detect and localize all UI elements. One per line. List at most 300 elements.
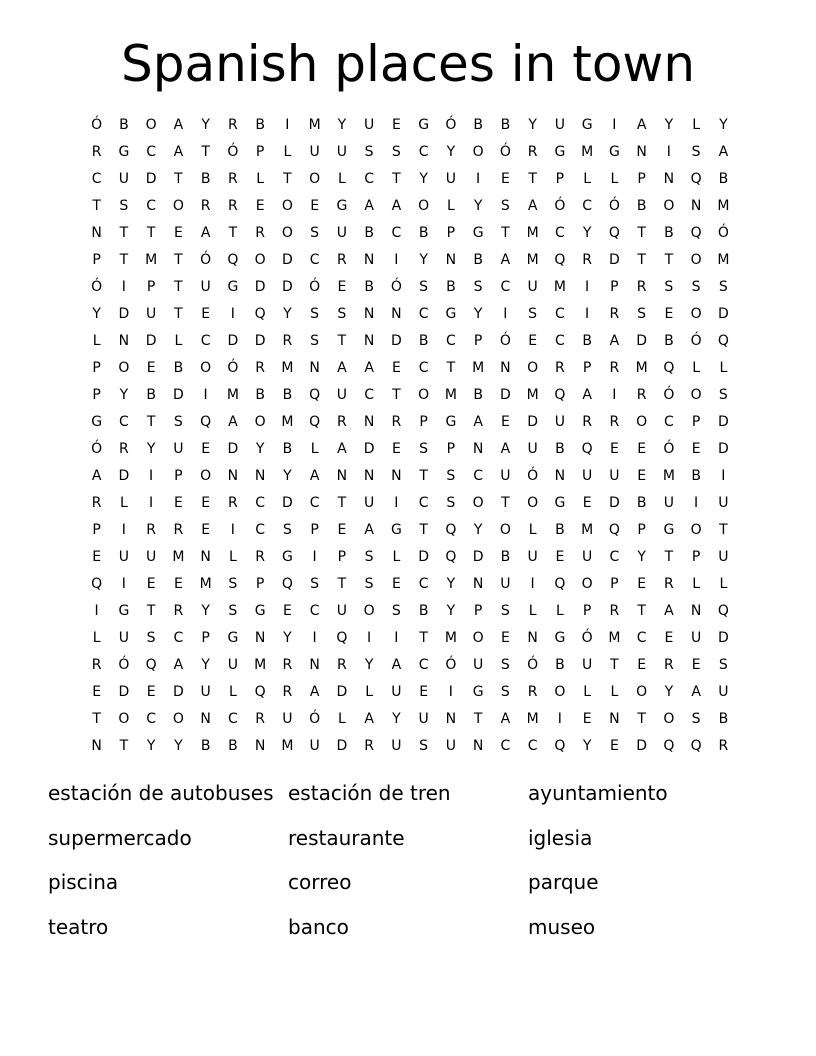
grid-letter: Ó — [663, 440, 675, 457]
grid-letter: U — [118, 170, 129, 187]
grid-letter: D — [527, 413, 539, 430]
grid-letter: R — [255, 224, 265, 241]
grid-letter: U — [527, 548, 538, 565]
grid-letter: B — [473, 116, 483, 133]
grid-letter: M — [308, 116, 321, 133]
grid-letter: U — [336, 224, 347, 241]
grid-letter: N — [391, 305, 402, 322]
grid-letter: B — [691, 467, 701, 484]
grid-letter: T — [419, 521, 428, 538]
grid-letter: E — [201, 494, 211, 511]
grid-letter: A — [364, 197, 374, 214]
grid-letter: Q — [336, 629, 348, 646]
grid-letter: G — [227, 278, 239, 295]
grid-letter: D — [118, 467, 130, 484]
grid-letter: G — [608, 143, 620, 160]
grid-letter: G — [445, 305, 457, 322]
grid-letter: Y — [146, 737, 156, 754]
grid-letter: U — [200, 683, 211, 700]
grid-letter: B — [146, 386, 156, 403]
grid-letter: D — [336, 737, 348, 754]
grid-letter: Y — [473, 197, 483, 214]
grid-letter: B — [200, 170, 211, 187]
grid-letter: O — [418, 197, 430, 214]
grid-letter: T — [337, 332, 347, 349]
grid-letter: B — [582, 332, 592, 349]
grid-letter: B — [500, 548, 511, 565]
grid-letter: T — [664, 548, 674, 565]
grid-letter: Ó — [390, 278, 402, 295]
grid-letter: D — [608, 494, 620, 511]
grid-letter: E — [637, 656, 647, 673]
grid-letter: E — [391, 359, 401, 376]
grid-letter: R — [119, 440, 129, 457]
grid-letter: M — [281, 359, 294, 376]
grid-letter: Y — [337, 116, 347, 133]
grid-letter: E — [582, 710, 592, 727]
grid-letter: M — [226, 386, 239, 403]
grid-letter: C — [391, 224, 402, 241]
grid-letter: T — [146, 602, 156, 619]
word-list-item: parque — [528, 870, 599, 895]
grid-letter: R — [527, 683, 538, 700]
grid-letter: E — [664, 629, 674, 646]
grid-letter: S — [419, 737, 429, 754]
grid-letter: T — [119, 251, 129, 268]
grid-letter: U — [364, 116, 375, 133]
grid-letter: C — [418, 575, 429, 592]
grid-letter: S — [228, 602, 238, 619]
grid-letter: N — [200, 548, 211, 565]
grid-letter: L — [555, 602, 564, 619]
grid-letter: E — [528, 332, 538, 349]
grid-letter: U — [418, 710, 429, 727]
grid-letter: E — [310, 197, 320, 214]
grid-row — [83, 597, 737, 624]
grid-letter: O — [363, 602, 375, 619]
grid-letter: E — [146, 359, 156, 376]
grid-letter: B — [282, 386, 293, 403]
grid-letter: U — [118, 548, 129, 565]
grid-letter: D — [172, 386, 184, 403]
grid-letter: D — [636, 332, 648, 349]
grid-letter: M — [717, 251, 730, 268]
grid-row — [83, 732, 737, 759]
grid-letter: B — [418, 332, 429, 349]
grid-letter: L — [528, 602, 537, 619]
grid-letter: L — [583, 170, 592, 187]
grid-letter: C — [309, 602, 320, 619]
grid-letter: E — [637, 467, 647, 484]
grid-letter: N — [609, 710, 620, 727]
grid-letter: S — [310, 575, 320, 592]
grid-letter: E — [173, 494, 183, 511]
grid-letter: C — [309, 251, 320, 268]
grid-letter: O — [172, 197, 184, 214]
grid-letter: I — [476, 170, 481, 187]
grid-letter: P — [92, 359, 101, 376]
grid-letter: O — [281, 224, 293, 241]
grid-letter: M — [472, 359, 485, 376]
grid-letter: C — [527, 737, 538, 754]
grid-letter: C — [364, 386, 375, 403]
grid-letter: S — [310, 224, 320, 241]
grid-letter: O — [499, 521, 511, 538]
grid-letter: L — [719, 575, 728, 592]
grid-letter: R — [255, 359, 265, 376]
grid-letter: Ó — [663, 386, 675, 403]
grid-letter: R — [664, 656, 674, 673]
grid-letter: I — [230, 305, 235, 322]
grid-letter: Q — [690, 224, 702, 241]
grid-letter: G — [390, 521, 402, 538]
grid-letter: C — [418, 359, 429, 376]
grid-letter: R — [282, 683, 293, 700]
grid-letter: M — [526, 224, 539, 241]
grid-letter: I — [149, 494, 154, 511]
grid-letter: I — [503, 305, 508, 322]
grid-letter: B — [446, 278, 456, 295]
grid-letter: T — [446, 359, 456, 376]
word-list-item: correo — [288, 870, 352, 895]
grid-letter: E — [609, 440, 619, 457]
grid-letter: I — [666, 143, 671, 160]
grid-letter: G — [118, 143, 130, 160]
grid-letter: S — [228, 575, 238, 592]
grid-letter: Ó — [608, 197, 620, 214]
grid-letter: R — [609, 305, 620, 322]
grid-letter: I — [312, 548, 317, 565]
grid-letter: T — [337, 494, 347, 511]
grid-letter: G — [254, 602, 266, 619]
grid-letter: A — [91, 467, 102, 484]
grid-letter: E — [555, 548, 565, 565]
grid-row — [83, 516, 737, 543]
grid-letter: C — [309, 494, 320, 511]
grid-letter: U — [554, 413, 565, 430]
grid-letter: U — [173, 440, 184, 457]
grid-letter: G — [336, 197, 348, 214]
grid-letter: R — [391, 413, 402, 430]
grid-letter: N — [363, 251, 375, 268]
grid-letter: U — [691, 629, 702, 646]
grid-letter: D — [363, 440, 375, 457]
grid-letter: E — [146, 683, 156, 700]
grid-letter: C — [364, 170, 375, 187]
grid-letter: B — [664, 224, 674, 241]
grid-letter: O — [690, 251, 702, 268]
grid-letter: O — [145, 116, 157, 133]
grid-letter: T — [473, 710, 483, 727]
word-list-item: banco — [288, 915, 349, 940]
grid-letter: C — [554, 305, 565, 322]
grid-letter: E — [337, 278, 347, 295]
grid-letter: G — [281, 548, 293, 565]
grid-letter: R — [636, 278, 647, 295]
grid-letter: I — [612, 116, 617, 133]
grid-letter: T — [719, 521, 728, 538]
grid-letter: S — [691, 278, 701, 295]
grid-letter: R — [282, 656, 293, 673]
grid-letter: U — [663, 494, 674, 511]
grid-letter: O — [254, 251, 266, 268]
grid-letter: L — [337, 170, 346, 187]
grid-letter: G — [227, 629, 239, 646]
grid-letter: C — [200, 332, 211, 349]
grid-letter: L — [528, 521, 537, 538]
grid-letter: L — [583, 683, 592, 700]
grid-letter: R — [337, 251, 347, 268]
word-list-item: supermercado — [48, 825, 192, 850]
grid-letter: Ó — [445, 656, 457, 673]
grid-letter: A — [228, 413, 238, 430]
grid-letter: C — [418, 143, 429, 160]
grid-letter: G — [554, 494, 566, 511]
grid-letter: D — [336, 683, 348, 700]
grid-letter: L — [692, 575, 701, 592]
grid-letter: M — [635, 359, 648, 376]
grid-letter: C — [418, 305, 429, 322]
grid-letter: T — [201, 143, 210, 160]
grid-letter: U — [718, 683, 729, 700]
grid-letter: O — [690, 305, 702, 322]
grid-letter: O — [200, 359, 212, 376]
grid-letter: E — [664, 305, 674, 322]
grid-letter: N — [445, 251, 457, 268]
grid-letter: P — [610, 278, 619, 295]
grid-letter: M — [526, 251, 539, 268]
grid-letter: P — [255, 143, 265, 160]
grid-letter: O — [663, 710, 675, 727]
grid-letter: U — [200, 278, 211, 295]
grid-letter: E — [92, 548, 102, 565]
grid-letter: P — [92, 521, 101, 538]
grid-letter: C — [582, 197, 593, 214]
grid-letter: R — [228, 494, 238, 511]
grid-letter: I — [694, 494, 699, 511]
grid-letter: E — [691, 656, 701, 673]
grid-letter: S — [664, 278, 674, 295]
grid-row — [83, 192, 737, 219]
grid-letter: M — [717, 197, 730, 214]
grid-letter: A — [364, 359, 374, 376]
grid-letter: S — [146, 629, 156, 646]
grid-letter: R — [364, 737, 374, 754]
grid-letter: T — [146, 224, 156, 241]
grid-letter: A — [337, 359, 347, 376]
grid-row — [83, 705, 737, 732]
grid-letter: Q — [309, 386, 321, 403]
grid-letter: R — [173, 602, 184, 619]
grid-letter: Q — [690, 737, 702, 754]
grid-letter: R — [527, 143, 538, 160]
grid-letter: S — [364, 548, 374, 565]
grid-letter: Y — [119, 386, 129, 403]
grid-letter: Q — [254, 683, 266, 700]
grid-letter: I — [121, 278, 126, 295]
grid-letter: U — [364, 494, 375, 511]
grid-letter: O — [636, 413, 648, 430]
grid-letter: B — [418, 602, 429, 619]
grid-letter: I — [585, 278, 590, 295]
grid-letter: M — [254, 656, 267, 673]
grid-letter: O — [200, 467, 212, 484]
grid-letter: Ó — [581, 629, 593, 646]
grid-letter: T — [637, 251, 646, 268]
grid-letter: I — [585, 305, 590, 322]
grid-letter: T — [174, 251, 183, 268]
grid-letter: D — [608, 251, 620, 268]
grid-letter: T — [174, 305, 183, 322]
grid-letter: U — [718, 548, 729, 565]
grid-letter: N — [690, 197, 702, 214]
grid-letter: A — [391, 197, 402, 214]
grid-letter: N — [254, 467, 266, 484]
grid-row — [83, 624, 737, 651]
grid-letter: A — [391, 656, 402, 673]
grid-letter: U — [582, 656, 593, 673]
grid-letter: Ó — [499, 332, 511, 349]
grid-letter: Q — [554, 386, 566, 403]
grid-letter: N — [363, 305, 375, 322]
grid-letter: E — [173, 575, 183, 592]
grid-letter: P — [146, 278, 156, 295]
grid-letter: Q — [309, 413, 321, 430]
grid-letter: S — [310, 305, 320, 322]
grid-letter: Y — [283, 467, 292, 484]
grid-letter: T — [228, 224, 238, 241]
grid-letter: U — [500, 575, 511, 592]
grid-letter: B — [555, 521, 565, 538]
grid-letter: A — [473, 413, 483, 430]
grid-letter: L — [610, 170, 619, 187]
word-list-item: museo — [528, 915, 596, 940]
grid-letter: Q — [717, 332, 729, 349]
grid-letter: Y — [201, 116, 210, 133]
grid-letter: Q — [145, 656, 157, 673]
grid-letter: M — [526, 386, 539, 403]
grid-letter: P — [473, 332, 483, 349]
grid-letter: S — [500, 602, 510, 619]
grid-letter: P — [610, 575, 619, 592]
grid-letter: B — [555, 440, 565, 457]
grid-letter: L — [119, 494, 128, 511]
grid-letter: N — [445, 710, 457, 727]
grid-letter: C — [146, 197, 157, 214]
grid-letter: N — [118, 332, 130, 349]
grid-letter: T — [174, 278, 183, 295]
grid-letter: U — [609, 467, 620, 484]
grid-letter: R — [664, 575, 674, 592]
grid-letter: O — [690, 386, 702, 403]
grid-letter: O — [254, 413, 266, 430]
grid-letter: S — [691, 143, 701, 160]
grid-letter: E — [201, 305, 211, 322]
grid-letter: D — [281, 494, 293, 511]
grid-letter: N — [472, 737, 484, 754]
grid-letter: U — [227, 656, 238, 673]
grid-letter: R — [636, 386, 647, 403]
grid-letter: D — [717, 413, 729, 430]
grid-letter: D — [717, 440, 729, 457]
grid-letter: O — [472, 629, 484, 646]
grid-letter: L — [92, 332, 101, 349]
grid-letter: R — [582, 413, 592, 430]
grid-letter: Y — [664, 116, 674, 133]
grid-letter: A — [200, 224, 211, 241]
grid-letter: T — [501, 224, 510, 241]
grid-letter: R — [555, 359, 565, 376]
grid-letter: L — [692, 359, 701, 376]
grid-letter: Ó — [445, 116, 457, 133]
grid-letter: A — [718, 143, 729, 160]
grid-letter: S — [391, 602, 401, 619]
grid-row — [83, 327, 737, 354]
grid-letter: E — [201, 440, 211, 457]
grid-letter: G — [91, 413, 103, 430]
grid-letter: P — [637, 521, 646, 538]
grid-letter: E — [637, 575, 647, 592]
grid-letter: Ó — [527, 656, 539, 673]
grid-letter: T — [119, 224, 129, 241]
grid-letter: L — [310, 440, 319, 457]
grid-letter: Q — [91, 575, 103, 592]
grid-letter: E — [282, 602, 292, 619]
grid-letter: O — [581, 575, 593, 592]
grid-letter: P — [446, 440, 456, 457]
grid-letter: U — [146, 548, 157, 565]
grid-letter: R — [228, 197, 238, 214]
grid-row — [83, 435, 737, 462]
grid-letter: U — [445, 170, 456, 187]
grid-letter: Y — [364, 656, 374, 673]
grid-letter: Y — [419, 170, 428, 187]
grid-row — [83, 543, 737, 570]
grid-letter: Ó — [309, 278, 321, 295]
grid-row — [83, 165, 737, 192]
grid-letter: G — [472, 224, 484, 241]
grid-letter: N — [227, 467, 239, 484]
grid-letter: Y — [664, 683, 674, 700]
grid-letter: S — [419, 440, 429, 457]
grid-letter: M — [172, 548, 185, 565]
word-list — [48, 776, 768, 955]
grid-letter: N — [527, 629, 538, 646]
grid-letter: Y — [719, 116, 728, 133]
grid-letter: S — [364, 575, 374, 592]
grid-row — [83, 570, 737, 597]
grid-letter: D — [717, 305, 729, 322]
grid-letter: I — [394, 494, 399, 511]
grid-letter: Y — [473, 305, 483, 322]
grid-letter: Y — [446, 575, 456, 592]
grid-letter: M — [526, 710, 539, 727]
grid-letter: C — [609, 548, 620, 565]
grid-letter: U — [146, 305, 157, 322]
grid-letter: R — [200, 197, 211, 214]
grid-letter: O — [527, 494, 539, 511]
grid-letter: T — [92, 197, 101, 214]
grid-letter: R — [718, 737, 729, 754]
grid-row — [83, 246, 737, 273]
grid-letter: T — [637, 710, 646, 727]
grid-letter: D — [636, 737, 648, 754]
grid-letter: A — [364, 710, 374, 727]
grid-letter: I — [149, 467, 154, 484]
grid-letter: C — [173, 629, 184, 646]
grid-letter: U — [118, 629, 129, 646]
grid-letter: U — [336, 143, 347, 160]
